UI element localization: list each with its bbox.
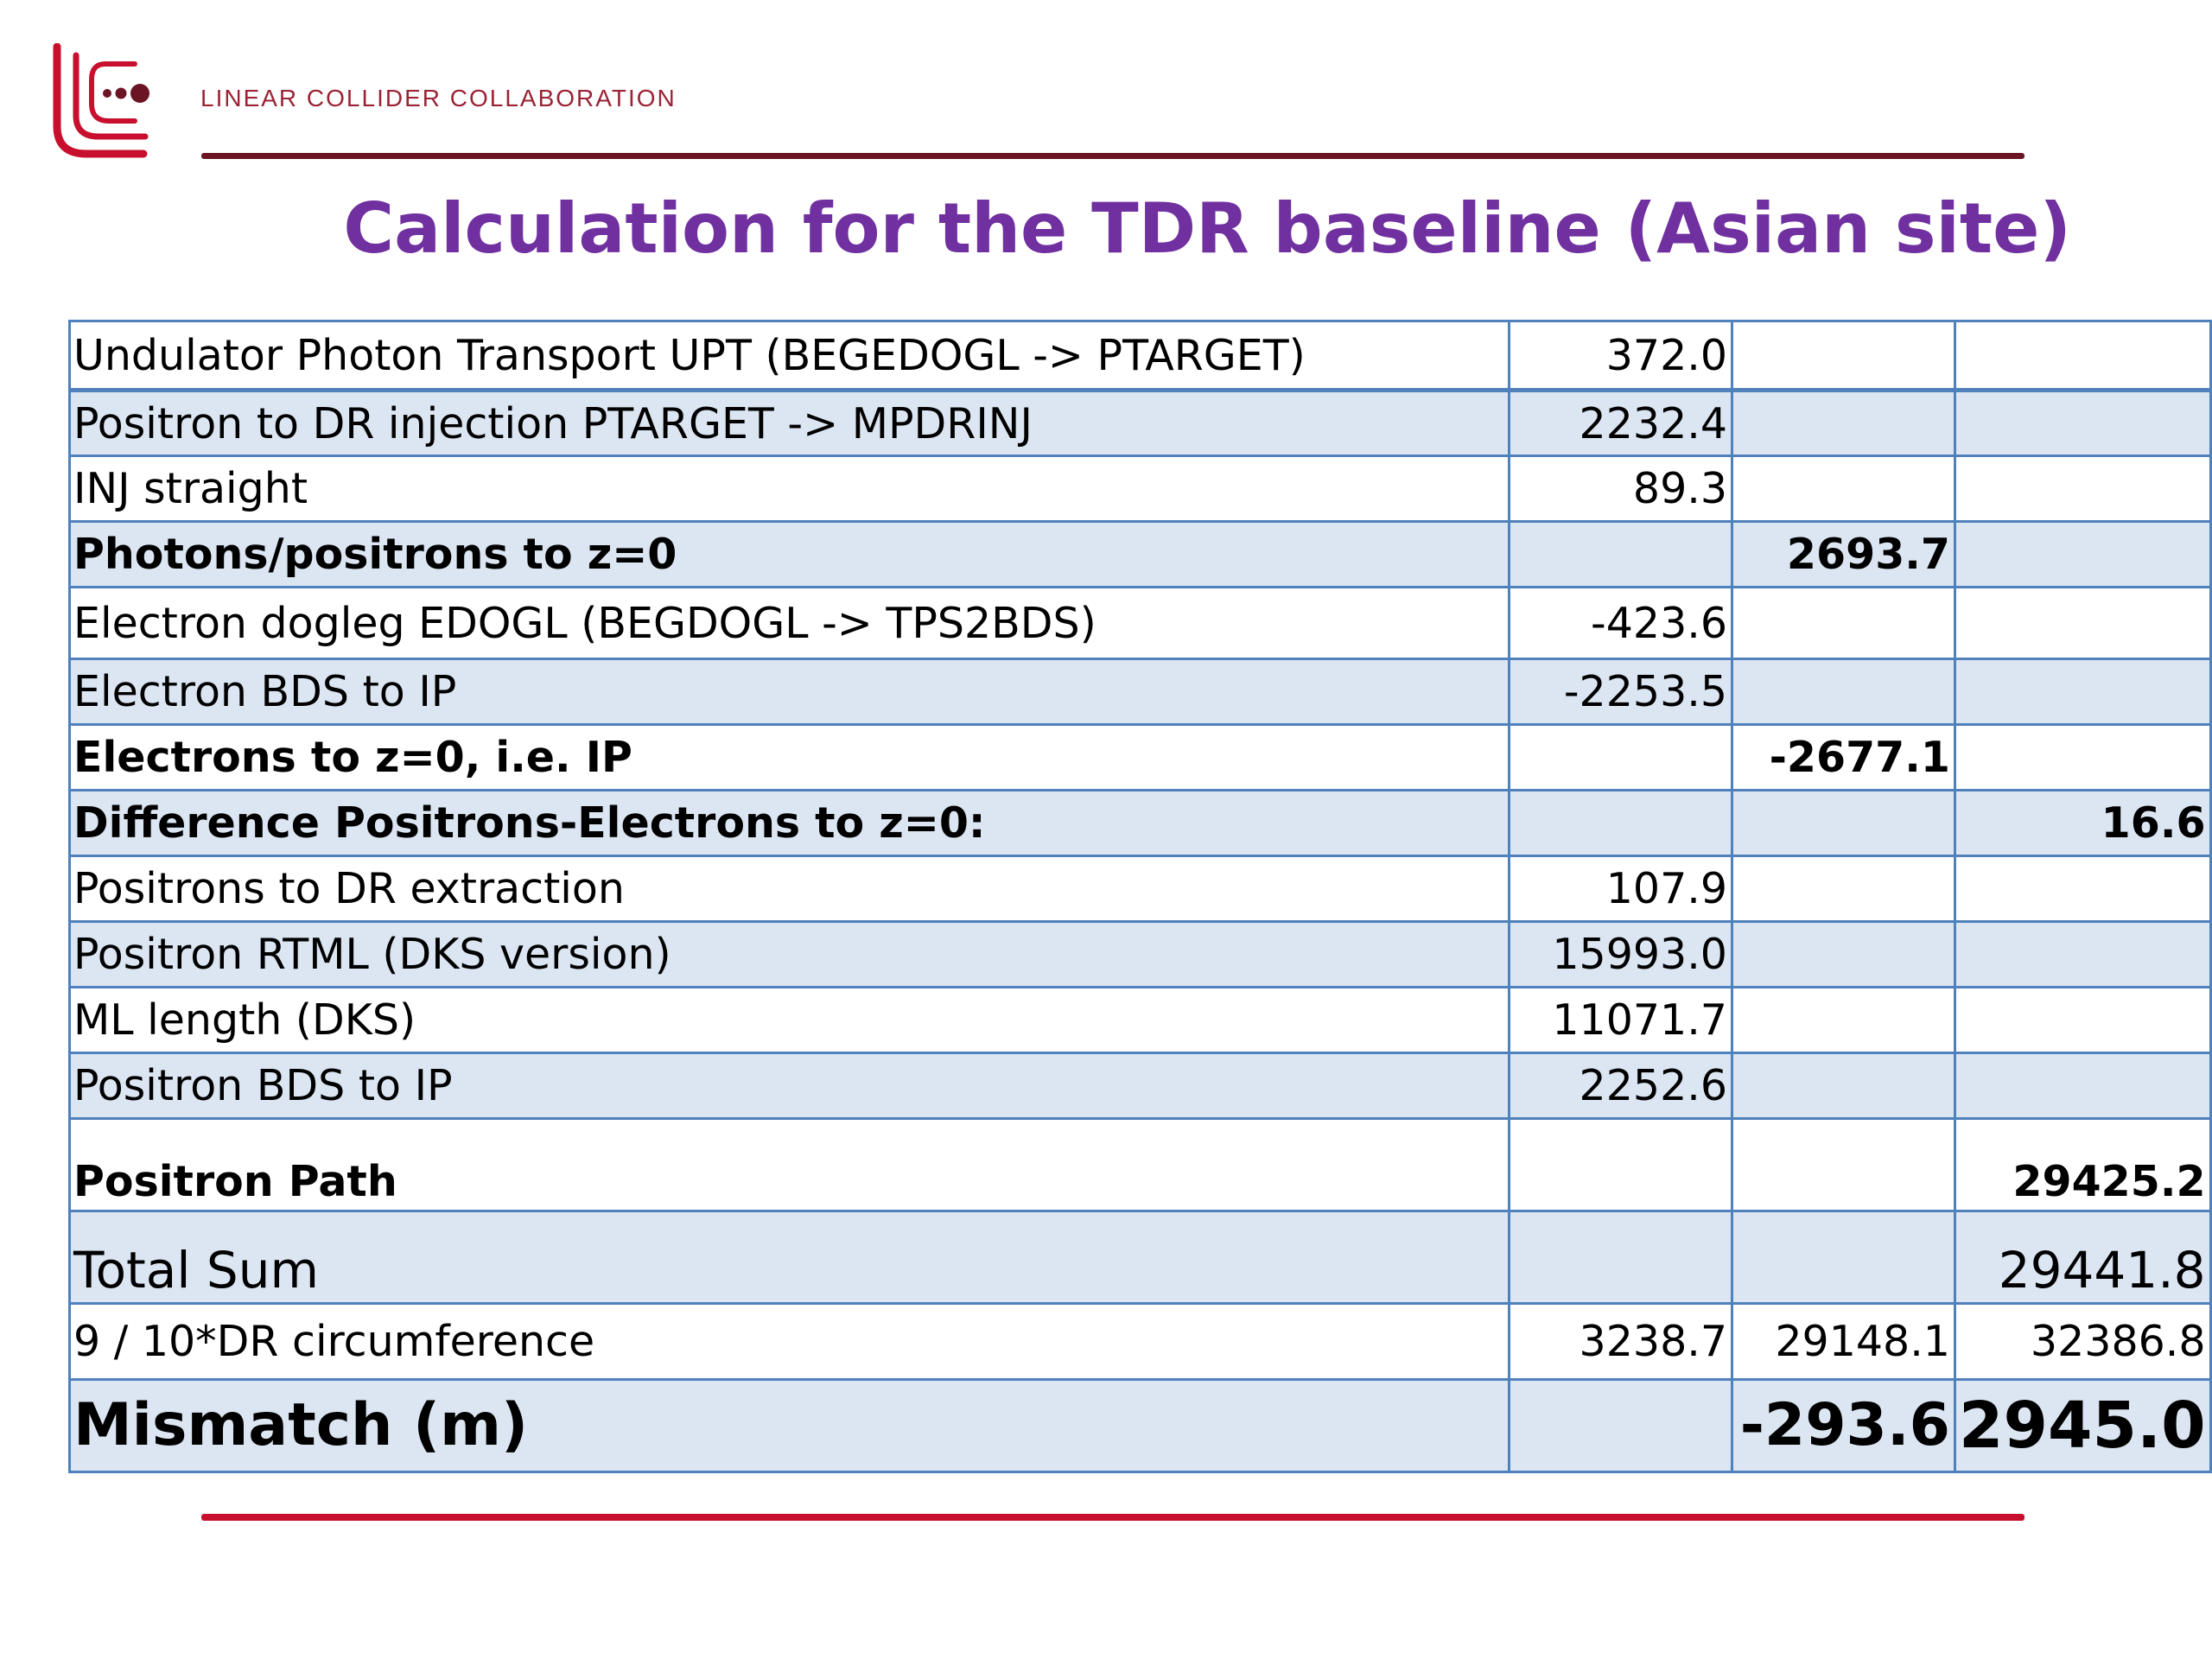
- table-row: [70, 1053, 2211, 1119]
- row-label: Electron dogleg EDOGL (BEGDOGL -> TPS2BDS): [70, 588, 1510, 659]
- row-value-2: [1732, 1119, 1955, 1211]
- footer-divider: [201, 1514, 2024, 1521]
- row-value-3: 32386.8: [1955, 1304, 2211, 1380]
- row-value-2: [1732, 659, 1955, 725]
- table-row: [70, 922, 2211, 988]
- row-label: INJ straight: [70, 456, 1510, 522]
- row-label: Photons/positrons to z=0: [70, 522, 1510, 588]
- row-value-3: 16.6: [1955, 791, 2211, 856]
- table-row: [70, 321, 2211, 391]
- row-value-1: -423.6: [1510, 588, 1732, 659]
- table-row: [70, 391, 2211, 456]
- row-label: Positron to DR injection PTARGET -> MPDRINJ: [70, 391, 1510, 456]
- row-label: Electron BDS to IP: [70, 659, 1510, 725]
- table-row: [70, 456, 2211, 522]
- row-label: 9 / 10*DR circumference: [70, 1304, 1510, 1380]
- row-value-3: [1955, 456, 2211, 522]
- row-value-2: [1732, 856, 1955, 922]
- row-value-1: 89.3: [1510, 456, 1732, 522]
- row-value-1: -2253.5: [1510, 659, 1732, 725]
- row-value-2: -293.6: [1732, 1380, 1955, 1472]
- row-value-2: 29148.1: [1732, 1304, 1955, 1380]
- row-value-1: [1510, 1119, 1732, 1211]
- row-value-3: 29441.8: [1955, 1211, 2211, 1304]
- row-value-2: [1732, 588, 1955, 659]
- row-label: Positron Path: [70, 1119, 1510, 1211]
- row-label: Positron RTML (DKS version): [70, 922, 1510, 988]
- row-value-3: [1955, 856, 2211, 922]
- row-label: Undulator Photon Transport UPT (BEGEDOGL -> PTARGET): [70, 321, 1510, 391]
- row-value-1: 15993.0: [1510, 922, 1732, 988]
- row-value-2: [1732, 922, 1955, 988]
- table-row: [70, 791, 2211, 856]
- row-label: Difference Positrons-Electrons to z=0:: [70, 791, 1510, 856]
- row-value-3: [1955, 321, 2211, 391]
- table-row: [70, 659, 2211, 725]
- row-value-1: 2232.4: [1510, 391, 1732, 456]
- row-label: Mismatch (m): [70, 1380, 1510, 1472]
- row-value-2: -2677.1: [1732, 725, 1955, 791]
- row-value-1: 11071.7: [1510, 988, 1732, 1053]
- table-row: [70, 588, 2211, 659]
- table-row: [70, 1211, 2211, 1304]
- row-value-2: [1732, 321, 1955, 391]
- row-label: Positron BDS to IP: [70, 1053, 1510, 1119]
- row-value-3: [1955, 1053, 2211, 1119]
- row-label: ML length (DKS): [70, 988, 1510, 1053]
- row-value-2: [1732, 1053, 1955, 1119]
- table-row: [70, 522, 2211, 588]
- header-divider: [201, 153, 2024, 159]
- row-label: Electrons to z=0, i.e. IP: [70, 725, 1510, 791]
- row-value-3: [1955, 725, 2211, 791]
- row-value-2: [1732, 1211, 1955, 1304]
- row-value-1: [1510, 1380, 1732, 1472]
- row-value-1: 107.9: [1510, 856, 1732, 922]
- row-value-1: [1510, 791, 1732, 856]
- row-value-1: 3238.7: [1510, 1304, 1732, 1380]
- row-value-3: 29425.2: [1955, 1119, 2211, 1211]
- organization-name: LINEAR COLLIDER COLLABORATION: [200, 85, 677, 111]
- row-value-2: [1732, 791, 1955, 856]
- table-row: [70, 725, 2211, 791]
- table-row: [70, 1380, 2211, 1472]
- row-value-3: [1955, 659, 2211, 725]
- row-value-1: [1510, 1211, 1732, 1304]
- row-value-3: 2945.0: [1955, 1380, 2211, 1472]
- row-value-1: 372.0: [1510, 321, 1732, 391]
- row-label: Positrons to DR extraction: [70, 856, 1510, 922]
- row-value-1: 2252.6: [1510, 1053, 1732, 1119]
- calculation-table: [68, 320, 2212, 1473]
- row-value-3: [1955, 588, 2211, 659]
- lcc-logo-icon: [45, 43, 170, 164]
- row-value-1: [1510, 725, 1732, 791]
- row-value-3: [1955, 522, 2211, 588]
- row-label: Total Sum: [70, 1211, 1510, 1304]
- row-value-2: [1732, 988, 1955, 1053]
- table-row: [70, 1119, 2211, 1211]
- row-value-2: [1732, 456, 1955, 522]
- row-value-3: [1955, 922, 2211, 988]
- row-value-3: [1955, 988, 2211, 1053]
- row-value-3: [1955, 391, 2211, 456]
- table-row: [70, 856, 2211, 922]
- table-row: [70, 988, 2211, 1053]
- row-value-2: 2693.7: [1732, 522, 1955, 588]
- page-title: Calculation for the TDR baseline (Asian site): [343, 188, 2071, 269]
- table-row: [70, 1304, 2211, 1380]
- row-value-1: [1510, 522, 1732, 588]
- row-value-2: [1732, 391, 1955, 456]
